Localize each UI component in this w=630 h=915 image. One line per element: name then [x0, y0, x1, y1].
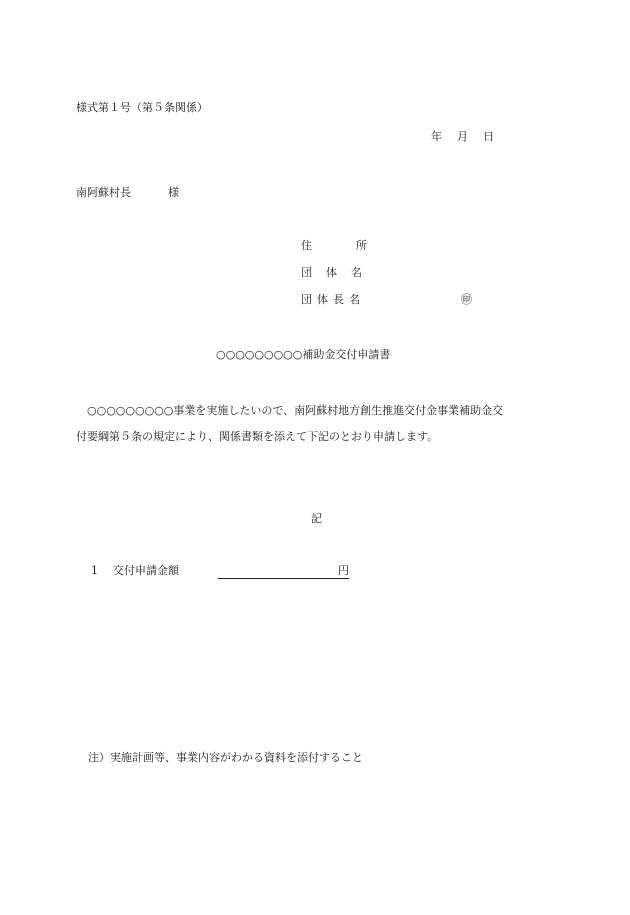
item-1-label: 交付申請金額	[113, 564, 179, 577]
addressee	[76, 186, 179, 200]
date-line	[431, 130, 494, 144]
group-name-label: 団 体 名	[301, 266, 362, 279]
date-year-label: 年	[431, 130, 442, 143]
representative-label: 団 体 長 名	[301, 293, 360, 306]
document-title: ○○○○○○○○○補助金交付申請書	[216, 348, 391, 361]
attachment-note: 注）実施計画等、事業内容がわかる資料を添付すること	[88, 751, 363, 764]
address-label: 住 所	[301, 239, 367, 252]
body-text-line-2: 付要綱第５条の規定により、関係書類を添えて下記のとおり申請します。	[76, 430, 439, 443]
ki-heading: 記	[311, 512, 322, 525]
amount-field[interactable]	[218, 564, 338, 579]
body-text-line-1: ○○○○○○○○○事業を実施したいので、南阿蘇村地方創生推進交付金事業補助金交	[87, 404, 504, 417]
seal-mark: ㊞	[461, 293, 472, 306]
addressee-name: 南阿蘇村長	[76, 186, 131, 199]
addressee-honorific: 様	[168, 186, 179, 199]
date-month-label: 月	[457, 130, 468, 143]
date-day-label: 日	[483, 130, 494, 143]
item-1-number: 1	[91, 564, 98, 577]
form-number: 様式第１号（第５条関係）	[76, 101, 208, 114]
amount-unit: 円	[338, 564, 349, 577]
